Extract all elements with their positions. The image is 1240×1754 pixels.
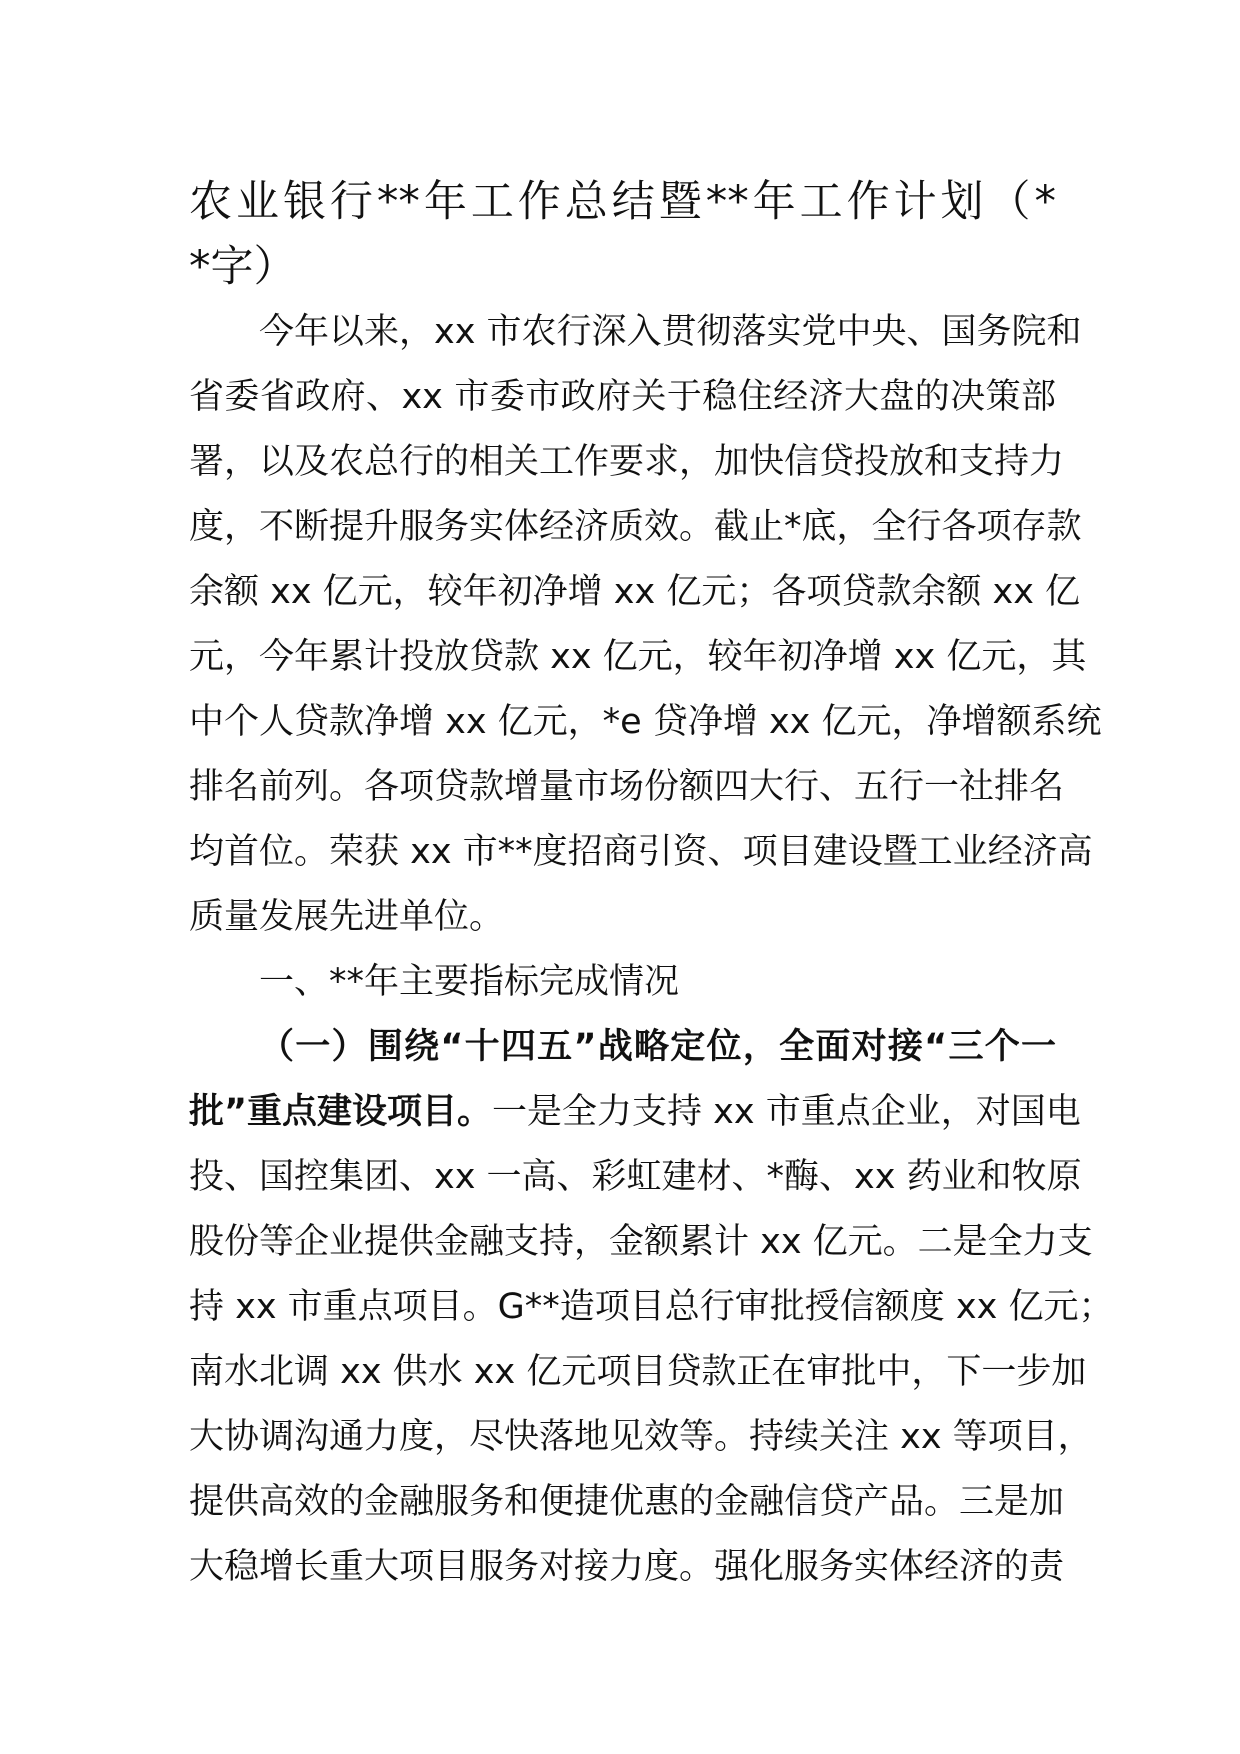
paragraph-line: 均首位。荣获 xx 市**度招商引资、项目建设暨工业经济高 [189,832,1093,872]
paragraph-line: 今年以来，xx 市农行深入贯彻落实党中央、国务院和 [259,312,1082,352]
document-page [189,170,1114,1600]
title-line: *字） [189,242,297,292]
paragraph-line: 持 xx 市重点项目。G**造项目总行审批授信额度 xx 亿元； [189,1287,1114,1327]
subsection-heading: （一）围绕“十四五”战略定位，全面对接“三个一 [259,1027,1056,1067]
paragraph-line: 大协调沟通力度，尽快落地见效等。持续关注 xx 等项目， [189,1417,1093,1457]
section-heading: 一、**年主要指标完成情况 [259,962,680,1002]
paragraph-line: 投、国控集团、xx 一高、彩虹建材、*酶、xx 药业和牧原 [189,1157,1082,1197]
paragraph-line: 度，不断提升服务实体经济质效。截止*底，全行各项存款 [189,507,1082,547]
paragraph-line: 中个人贷款净增 xx 亿元，*e 贷净增 xx 亿元，净增额系统 [189,702,1102,742]
paragraph-text: 一是全力支持 xx 市重点企业，对国电 [492,1092,1081,1132]
subsection-heading-end: 批”重点建设项目。 [189,1092,493,1132]
paragraph-line: 排名前列。各项贷款增量市场份额四大行、五行一社排名 [189,767,1065,807]
paragraph-line: 省委省政府、xx 市委市政府关于稳住经济大盘的决策部 [189,377,1056,417]
document-title [189,170,1056,300]
paragraph-line: 质量发展先进单位。 [189,897,505,937]
paragraph-line: 提供高效的金融服务和便捷优惠的金融信贷产品。三是加 [189,1482,1065,1522]
paragraph-line [189,1080,1081,1145]
paragraph-line: 南水北调 xx 供水 xx 亿元项目贷款正在审批中，下一步加 [189,1352,1087,1392]
paragraph-line: 署，以及农总行的相关工作要求，加快信贷投放和支持力 [189,442,1065,482]
intro-paragraph [189,300,1102,950]
title-line: 农业银行**年工作总结暨**年工作计划（* [189,177,1056,227]
paragraph-line: 元，今年累计投放贷款 xx 亿元，较年初净增 xx 亿元，其 [189,637,1087,677]
paragraph-line: 余额 xx 亿元，较年初净增 xx 亿元；各项贷款余额 xx 亿 [189,572,1081,612]
paragraph-line: 大稳增长重大项目服务对接力度。强化服务实体经济的责 [189,1547,1065,1587]
paragraph-line: 股份等企业提供金融支持，金额累计 xx 亿元。二是全力支 [189,1222,1093,1262]
subsection-paragraph [189,1015,1114,1600]
